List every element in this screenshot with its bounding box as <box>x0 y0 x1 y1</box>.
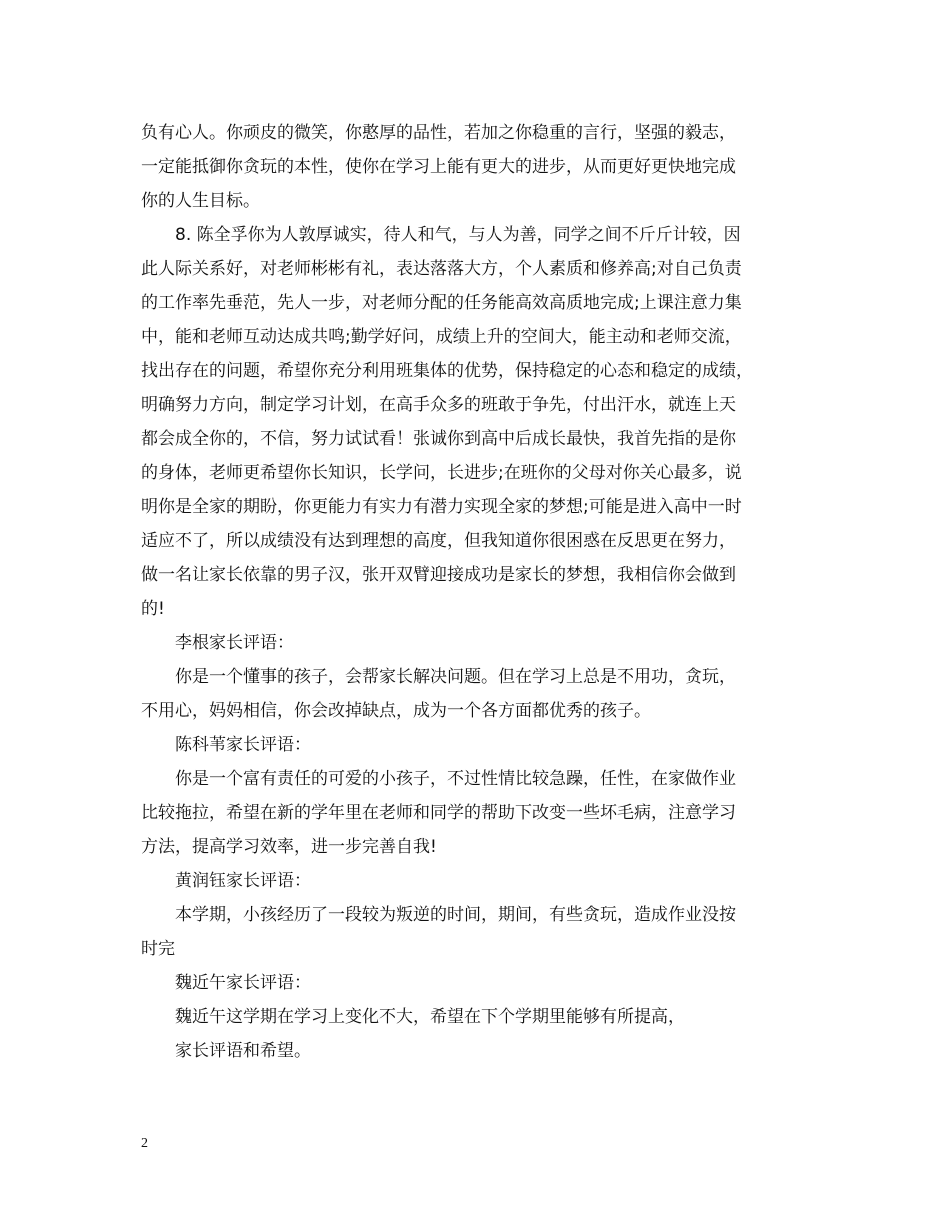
text-line: 你是一个懂事的孩子，会帮家长解决问题。但在学习上总是不用功，贪玩， <box>175 667 736 687</box>
heading-chen-kewei <box>141 728 811 762</box>
text-line: 的身体，老师更希望你长知识，长学问，长进步;在班你的父母对你关心最多，说 <box>141 463 742 483</box>
text-line: 适应不了，所以成绩没有达到理想的高度，但我知道你很困惑在反思更在努力， <box>141 531 736 551</box>
paragraph-comment-8 <box>141 218 811 626</box>
text-line: 李根家长评语： <box>175 633 294 653</box>
text-line: 本学期，小孩经历了一段较为叛逆的时间，期间，有些贪玩，造成作业没按 <box>175 905 736 925</box>
text-line: 中，能和老师互动达成共鸣;勤学好问，成绩上升的空间大，能主动和老师交流， <box>141 327 742 347</box>
paragraph-li-gen-comment <box>141 660 811 728</box>
text-line: 明你是全家的期盼，你更能力有实力有潜力实现全家的梦想;可能是进入高中一时 <box>141 497 742 517</box>
page-number: 2 <box>141 1136 148 1151</box>
text-line: 魏近午家长评语： <box>175 973 311 993</box>
paragraph-closing-remark <box>141 116 811 218</box>
text-line: 陈科苇家长评语： <box>175 735 311 755</box>
text-line: 做一名让家长依靠的男子汉，张开双臂迎接成功是家长的梦想，我相信你会做到 <box>141 565 736 585</box>
text-line: 找出存在的问题，希望你充分利用班集体的优势，保持稳定的心态和稳定的成绩， <box>141 361 753 381</box>
text-line: 一定能抵御你贪玩的本性，使你在学习上能有更大的进步，从而更好更快地完成 <box>141 157 736 177</box>
heading-huang-runyu <box>141 864 811 898</box>
text-line: 不用心，妈妈相信，你会改掉缺点，成为一个各方面都优秀的孩子。 <box>141 701 651 721</box>
text-line: 方法，提高学习效率，进一步完善自我! <box>141 837 437 857</box>
text-line: 明确努力方向，制定学习计划，在高手众多的班敢于争先，付出汗水，就连上天 <box>141 395 736 415</box>
text-line: 都会成全你的，不信，努力试试看！张诚你到高中后成长最快，我首先指的是你 <box>141 429 736 449</box>
text-line: 的! <box>141 599 165 619</box>
text-line: 你的人生目标。 <box>141 191 260 211</box>
document-body <box>141 116 811 1068</box>
text-line: 8. 陈全孚你为人敦厚诚实，待人和气，与人为善，同学之间不斤斤计较，因 <box>175 225 741 245</box>
text-line: 家长评语和希望。 <box>175 1041 311 1061</box>
heading-wei-jinwu <box>141 966 811 1000</box>
heading-li-gen <box>141 626 811 660</box>
text-line: 的工作率先垂范，先人一步，对老师分配的任务能高效高质地完成;上课注意力集 <box>141 293 742 313</box>
text-line: 你是一个富有责任的可爱的小孩子，不过性情比较急躁，任性，在家做作业 <box>175 769 736 789</box>
text-line: 负有心人。你顽皮的微笑，你憨厚的品性，若加之你稳重的言行，坚强的毅志， <box>141 123 736 143</box>
text-line: 魏近午这学期在学习上变化不大，希望在下个学期里能够有所提高， <box>175 1007 685 1027</box>
paragraph-huang-runyu-comment <box>141 898 811 966</box>
text-line: 比较拖拉，希望在新的学年里在老师和同学的帮助下改变一些坏毛病，注意学习 <box>141 803 736 823</box>
paragraph-wei-jinwu-comment <box>141 1000 811 1068</box>
text-line: 黄润钰家长评语： <box>175 871 311 891</box>
text-line: 时完 <box>141 939 175 959</box>
text-line: 此人际关系好，对老师彬彬有礼，表达落落大方，个人素质和修养高;对自己负责 <box>141 259 742 279</box>
paragraph-chen-kewei-comment <box>141 762 811 864</box>
